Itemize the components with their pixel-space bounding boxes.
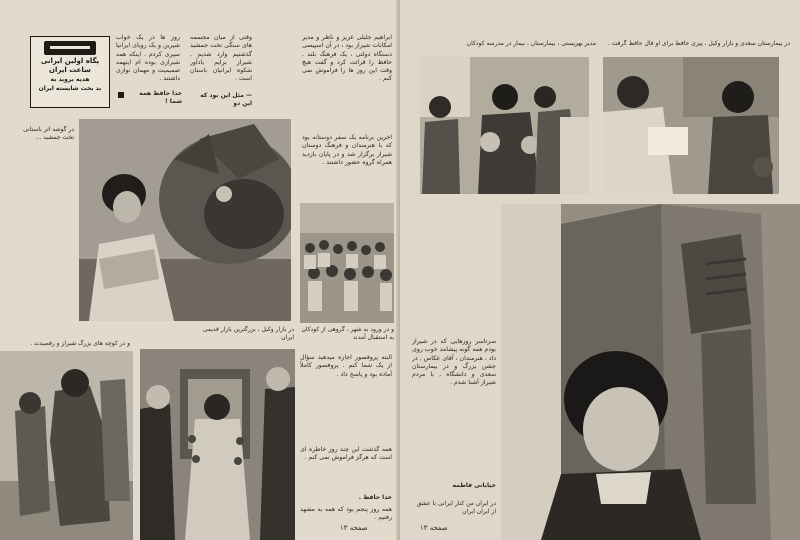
headline-box xyxy=(30,36,110,108)
hospital-children-photo xyxy=(420,57,589,194)
bottom-column: همه روز پنجم بود که همه به مشهد رفتیم . xyxy=(300,506,392,522)
portrait-ceremony-photo xyxy=(140,349,295,540)
ceremony-end-text: خدا حافظ . xyxy=(358,494,392,501)
mask-photo-art xyxy=(79,119,291,321)
hospital-nurse-photo xyxy=(603,57,779,194)
left-top-photo-caption: مدیر بهزیستی ، بیمارستان ، بیمار در مدرسه کودکان xyxy=(466,40,596,47)
headline-line-2: ساعت ایران xyxy=(49,66,91,74)
mask-photo-caption: در گوشه اثر باستانی تخت جمشید ... xyxy=(23,126,74,141)
right-top-photo-caption: در بیمارستان سعدی و بازار وکیل ، پیری حافظ برای او فال حافظ گرفت . xyxy=(607,40,790,47)
woman-with-stone-griffin-photo xyxy=(79,119,291,321)
end-bullet xyxy=(118,92,124,98)
middle-end-text: — مثل این بود که این دو xyxy=(200,92,252,107)
hospital-photo-art xyxy=(420,57,589,194)
right-column-2: آخرین برنامه یک سفر دوستانه بود که با هنرمندان و فرهنگ دوستان شیراز برگزار شد و در پایان بازدید همراه گروه حضور داشتند . xyxy=(302,134,392,166)
magazine-logo xyxy=(44,41,96,55)
nurse-photo-art xyxy=(603,57,779,194)
right-column: ابراهیم جلیلی عزیز و ناظر و مدیر امکانات شیراز بود ، در آن اسپیسی دستگاه دولتی ، یک فرهنگ بلند , حافظ را قرائت کرد و گفت هیچ وقت این روز ها را فراموش نمی کنم . xyxy=(302,34,392,83)
street-photo-caption: و در کوچه های بزرگ شیراز و رقصیدند . xyxy=(30,340,130,347)
persepolis-photo-art xyxy=(501,204,800,540)
bazaar-photo-caption: در بازار وکیل ، بزرگترین بازار قدیمی ایران xyxy=(202,326,294,341)
right-page xyxy=(400,0,800,540)
ceremony-photo-art xyxy=(140,349,295,540)
main-end-text: خیابانی فاطمه xyxy=(452,482,496,489)
middle-column: وقتی از میان مجسمه های سنگی تخت جمشید گذشتیم وارد شدیم , شیراز برایم یادآور شکوه ایرانیان باستان است . xyxy=(190,34,252,83)
right-page-number: صفحه ۱۳ xyxy=(420,524,448,532)
intro-end-text: خدا حافظ همه شما ! xyxy=(139,90,182,105)
headline-line-3: هدیه بروید به xyxy=(50,76,90,83)
children-crowd-photo xyxy=(300,203,394,323)
children-photo-caption: و در ورود به شهر ، گروهی از کودکان به استقبال آمدند xyxy=(301,326,394,341)
left-page-number: صفحه ۱۳ xyxy=(340,524,368,532)
street-photo-art xyxy=(0,351,133,540)
persepolis-woman-photo xyxy=(501,204,800,540)
headline-line-4: بد بخت شایسته ایران xyxy=(38,85,102,92)
intro-column: روز ها در یک خواب شیرین و یک رویای ایرانیا سپری کردم . اینکه همه شیرازی بوده ام اینهمه صمیمیت و مهمان نوازی داشتند . xyxy=(116,34,180,83)
main-text-column: سرتاسر روزهایی که در شیراز بودم همه گونه پیشامد خوب روی داد ، هنرمندان ، آقای عکاس , در جشن بزرگ و در بیمارستان سعدی و دانشگاه , با مردم شیراز آشنا شدم . xyxy=(412,338,496,387)
headline-line-1: پگاه اولین ایرانی xyxy=(40,57,100,65)
ceremony-column: البته پروفسور اجازه میدهید سؤال از یک شما کنم . پروفسور کاملاً آماده بود و پاسخ داد . xyxy=(300,354,392,378)
ceremony-column-2: همه گذشت این چند روز خاطره ای است که هرگز فراموش نمی کنم . xyxy=(300,446,392,462)
street-masks-photo xyxy=(0,351,133,540)
crowd-photo-art xyxy=(300,203,394,323)
bottom-caption: در ایران من کنار ایرانی با عشق از ایران ایران xyxy=(416,500,496,515)
